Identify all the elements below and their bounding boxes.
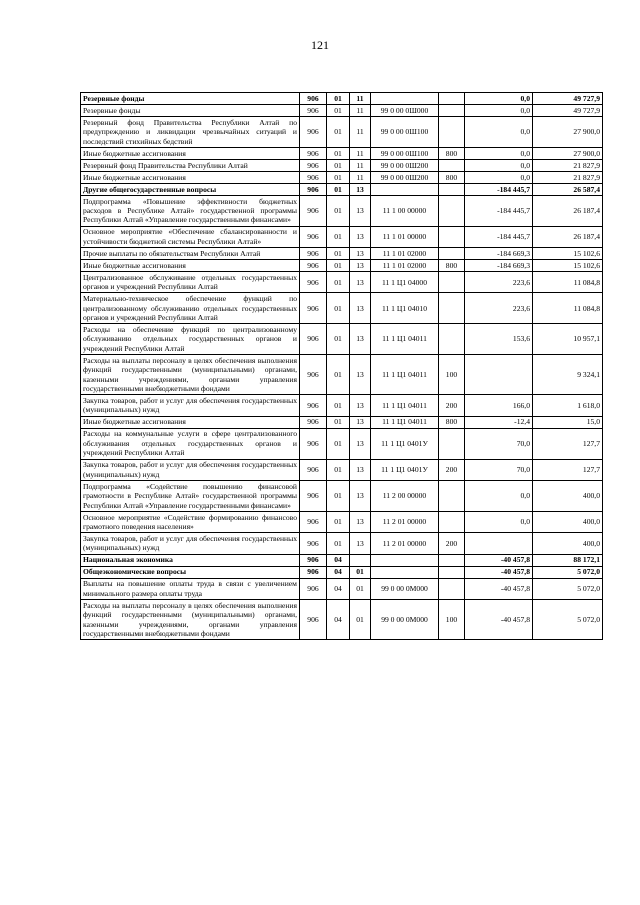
row-subsection-cell: 13 bbox=[350, 248, 371, 260]
table-row bbox=[81, 293, 603, 324]
row-expense-type-cell bbox=[439, 578, 465, 599]
row-section-cell: 04 bbox=[327, 599, 350, 639]
row-name-cell: Выплаты на повышение оплаты труда в связи с увеличением минимального размера оплаты труда bbox=[81, 578, 300, 599]
row-total-amount-cell: 11 084,8 bbox=[533, 293, 603, 324]
row-name-cell: Расходы на выплаты персоналу в целях обеспечения выполнения функций государственными (муниципальными) органами, казенными учреждениями, органами управления государственными внебюджетными фондами bbox=[81, 599, 300, 639]
row-total-amount-cell: 26 187,4 bbox=[533, 226, 603, 247]
row-grbs-cell: 906 bbox=[300, 395, 327, 416]
row-change-amount-cell: 0,0 bbox=[465, 105, 533, 117]
row-grbs-cell: 906 bbox=[300, 566, 327, 578]
row-grbs-cell: 906 bbox=[300, 459, 327, 480]
row-total-amount-cell: 21 827,9 bbox=[533, 171, 603, 183]
row-expense-type-cell: 200 bbox=[439, 533, 465, 554]
row-grbs-cell: 906 bbox=[300, 533, 327, 554]
row-expense-type-cell bbox=[439, 511, 465, 532]
row-total-amount-cell: 15 102,6 bbox=[533, 260, 603, 272]
row-change-amount-cell: -184 669,3 bbox=[465, 248, 533, 260]
row-grbs-cell: 906 bbox=[300, 260, 327, 272]
table-row bbox=[81, 183, 603, 195]
row-section-cell: 01 bbox=[327, 147, 350, 159]
row-grbs-cell: 906 bbox=[300, 226, 327, 247]
row-change-amount-cell: 70,0 bbox=[465, 459, 533, 480]
row-expense-type-cell: 800 bbox=[439, 147, 465, 159]
row-total-amount-cell: 15 102,6 bbox=[533, 248, 603, 260]
row-change-amount-cell: -184 445,7 bbox=[465, 195, 533, 226]
row-grbs-cell: 906 bbox=[300, 293, 327, 324]
row-change-amount-cell: -184 445,7 bbox=[465, 183, 533, 195]
row-subsection-cell: 13 bbox=[350, 195, 371, 226]
row-name-cell: Иные бюджетные ассигнования bbox=[81, 171, 300, 183]
row-change-amount-cell bbox=[465, 355, 533, 395]
row-target-article-cell: 99 0 00 0М000 bbox=[371, 578, 439, 599]
row-grbs-cell: 906 bbox=[300, 511, 327, 532]
table-row bbox=[81, 105, 603, 117]
table-row bbox=[81, 395, 603, 416]
row-name-cell: Подпрограмма «Повышение эффективности бюджетных расходов в Республике Алтай» государственной программы Республики Алтай «Управление государственными финансами» bbox=[81, 195, 300, 226]
row-name-cell: Закупка товаров, работ и услуг для обеспечения государственных (муниципальных) нужд bbox=[81, 459, 300, 480]
row-change-amount-cell bbox=[465, 533, 533, 554]
row-expense-type-cell bbox=[439, 248, 465, 260]
row-total-amount-cell: 400,0 bbox=[533, 511, 603, 532]
table-row bbox=[81, 226, 603, 247]
row-target-article-cell: 11 1 Ц1 04011 bbox=[371, 416, 439, 428]
row-name-cell: Подпрограмма «Содействие повышению финансовой грамотности в Республике Алтай» государственной программы Республики Алтай «Управление государственными финансами» bbox=[81, 480, 300, 511]
row-section-cell: 01 bbox=[327, 159, 350, 171]
row-change-amount-cell: -40 457,8 bbox=[465, 599, 533, 639]
row-section-cell: 01 bbox=[327, 511, 350, 532]
row-section-cell: 01 bbox=[327, 195, 350, 226]
row-grbs-cell: 906 bbox=[300, 93, 327, 105]
row-name-cell: Иные бюджетные ассигнования bbox=[81, 260, 300, 272]
row-section-cell: 01 bbox=[327, 248, 350, 260]
row-section-cell: 04 bbox=[327, 554, 350, 566]
table-row bbox=[81, 159, 603, 171]
row-change-amount-cell: -184 669,3 bbox=[465, 260, 533, 272]
row-section-cell: 04 bbox=[327, 578, 350, 599]
table-row bbox=[81, 272, 603, 293]
row-subsection-cell: 01 bbox=[350, 599, 371, 639]
row-name-cell: Резервные фонды bbox=[81, 105, 300, 117]
row-expense-type-cell: 800 bbox=[439, 171, 465, 183]
row-grbs-cell: 906 bbox=[300, 248, 327, 260]
table-row bbox=[81, 578, 603, 599]
row-change-amount-cell: 0,0 bbox=[465, 117, 533, 148]
row-subsection-cell: 13 bbox=[350, 226, 371, 247]
row-change-amount-cell: 0,0 bbox=[465, 147, 533, 159]
row-expense-type-cell bbox=[439, 480, 465, 511]
row-grbs-cell: 906 bbox=[300, 599, 327, 639]
row-name-cell: Иные бюджетные ассигнования bbox=[81, 416, 300, 428]
row-grbs-cell: 906 bbox=[300, 159, 327, 171]
row-subsection-cell: 01 bbox=[350, 566, 371, 578]
row-expense-type-cell: 800 bbox=[439, 260, 465, 272]
row-target-article-cell: 11 1 Ц1 04011 bbox=[371, 324, 439, 355]
row-name-cell: Резервные фонды bbox=[81, 93, 300, 105]
row-target-article-cell bbox=[371, 554, 439, 566]
row-expense-type-cell bbox=[439, 226, 465, 247]
row-expense-type-cell bbox=[439, 272, 465, 293]
row-subsection-cell: 11 bbox=[350, 147, 371, 159]
row-name-cell: Резервный фонд Правительства Республики Алтай bbox=[81, 159, 300, 171]
row-change-amount-cell: 0,0 bbox=[465, 171, 533, 183]
row-target-article-cell: 99 0 00 0Ш100 bbox=[371, 117, 439, 148]
row-change-amount-cell: 0,0 bbox=[465, 93, 533, 105]
row-target-article-cell: 99 0 00 0Ш100 bbox=[371, 147, 439, 159]
row-target-article-cell: 99 0 00 0Ш000 bbox=[371, 105, 439, 117]
row-target-article-cell: 11 1 01 00000 bbox=[371, 226, 439, 247]
row-total-amount-cell: 10 957,1 bbox=[533, 324, 603, 355]
row-target-article-cell: 11 1 Ц1 04011 bbox=[371, 395, 439, 416]
row-total-amount-cell: 400,0 bbox=[533, 533, 603, 554]
row-target-article-cell: 99 0 00 0М000 bbox=[371, 599, 439, 639]
row-total-amount-cell: 11 084,8 bbox=[533, 272, 603, 293]
row-grbs-cell: 906 bbox=[300, 272, 327, 293]
table-row bbox=[81, 195, 603, 226]
row-change-amount-cell: 166,0 bbox=[465, 395, 533, 416]
row-section-cell: 01 bbox=[327, 183, 350, 195]
row-total-amount-cell: 27 900,0 bbox=[533, 117, 603, 148]
row-target-article-cell: 11 1 Ц1 0401У bbox=[371, 428, 439, 459]
row-target-article-cell bbox=[371, 183, 439, 195]
row-expense-type-cell bbox=[439, 566, 465, 578]
table-row bbox=[81, 355, 603, 395]
table-row bbox=[81, 324, 603, 355]
table-row bbox=[81, 566, 603, 578]
row-name-cell: Прочие выплаты по обязательствам Республики Алтай bbox=[81, 248, 300, 260]
table-row bbox=[81, 533, 603, 554]
row-subsection-cell: 13 bbox=[350, 272, 371, 293]
row-change-amount-cell: 223,6 bbox=[465, 272, 533, 293]
row-subsection-cell: 11 bbox=[350, 117, 371, 148]
row-subsection-cell: 13 bbox=[350, 459, 371, 480]
row-change-amount-cell: 153,6 bbox=[465, 324, 533, 355]
row-total-amount-cell: 88 172,1 bbox=[533, 554, 603, 566]
table-row bbox=[81, 248, 603, 260]
row-total-amount-cell: 1 618,0 bbox=[533, 395, 603, 416]
table-row bbox=[81, 117, 603, 148]
row-name-cell: Резервный фонд Правительства Республики Алтай по предупреждению и ликвидации чрезвычайных ситуаций и последствий стихийных бедствий bbox=[81, 117, 300, 148]
row-expense-type-cell bbox=[439, 428, 465, 459]
row-total-amount-cell: 26 187,4 bbox=[533, 195, 603, 226]
row-name-cell: Другие общегосударственные вопросы bbox=[81, 183, 300, 195]
row-total-amount-cell: 49 727,9 bbox=[533, 93, 603, 105]
table-row bbox=[81, 599, 603, 639]
row-expense-type-cell: 200 bbox=[439, 459, 465, 480]
row-change-amount-cell: 70,0 bbox=[465, 428, 533, 459]
row-total-amount-cell: 127,7 bbox=[533, 459, 603, 480]
row-target-article-cell: 11 2 01 00000 bbox=[371, 511, 439, 532]
row-target-article-cell: 11 2 00 00000 bbox=[371, 480, 439, 511]
row-subsection-cell: 13 bbox=[350, 183, 371, 195]
row-name-cell: Закупка товаров, работ и услуг для обеспечения государственных (муниципальных) нужд bbox=[81, 395, 300, 416]
row-total-amount-cell: 5 072,0 bbox=[533, 566, 603, 578]
row-subsection-cell: 13 bbox=[350, 511, 371, 532]
row-change-amount-cell: 0,0 bbox=[465, 480, 533, 511]
row-section-cell: 01 bbox=[327, 416, 350, 428]
row-total-amount-cell: 26 587,4 bbox=[533, 183, 603, 195]
budget-table bbox=[80, 92, 603, 640]
row-name-cell: Общеэкономические вопросы bbox=[81, 566, 300, 578]
row-name-cell: Расходы на коммунальные услуги в сфере централизованного обслуживания отдельных государственных органов и учреждений Республики Алтай bbox=[81, 428, 300, 459]
row-target-article-cell bbox=[371, 566, 439, 578]
row-subsection-cell: 11 bbox=[350, 105, 371, 117]
row-section-cell: 01 bbox=[327, 93, 350, 105]
row-subsection-cell bbox=[350, 554, 371, 566]
row-name-cell: Национальная экономика bbox=[81, 554, 300, 566]
row-target-article-cell bbox=[371, 93, 439, 105]
row-section-cell: 01 bbox=[327, 293, 350, 324]
table-row bbox=[81, 554, 603, 566]
row-name-cell: Основное мероприятие «Обеспечение сбалансированности и устойчивости бюджетной системы Республики Алтай» bbox=[81, 226, 300, 247]
row-grbs-cell: 906 bbox=[300, 480, 327, 511]
row-section-cell: 04 bbox=[327, 566, 350, 578]
row-subsection-cell: 13 bbox=[350, 324, 371, 355]
row-name-cell: Иные бюджетные ассигнования bbox=[81, 147, 300, 159]
row-grbs-cell: 906 bbox=[300, 117, 327, 148]
row-total-amount-cell: 49 727,9 bbox=[533, 105, 603, 117]
row-target-article-cell: 11 1 01 02000 bbox=[371, 260, 439, 272]
row-expense-type-cell bbox=[439, 554, 465, 566]
row-grbs-cell: 906 bbox=[300, 554, 327, 566]
row-name-cell: Централизованное обслуживание отдельных государственных органов и учреждений Республики Алтай bbox=[81, 272, 300, 293]
row-section-cell: 01 bbox=[327, 459, 350, 480]
row-subsection-cell: 13 bbox=[350, 416, 371, 428]
row-change-amount-cell: 0,0 bbox=[465, 511, 533, 532]
row-grbs-cell: 906 bbox=[300, 355, 327, 395]
row-target-article-cell: 99 0 00 0Ш200 bbox=[371, 171, 439, 183]
row-expense-type-cell bbox=[439, 93, 465, 105]
row-grbs-cell: 906 bbox=[300, 324, 327, 355]
row-target-article-cell: 11 1 Ц1 04010 bbox=[371, 293, 439, 324]
table-row bbox=[81, 416, 603, 428]
row-target-article-cell: 11 1 Ц1 04011 bbox=[371, 355, 439, 395]
table-row bbox=[81, 480, 603, 511]
row-grbs-cell: 906 bbox=[300, 183, 327, 195]
row-grbs-cell: 906 bbox=[300, 428, 327, 459]
row-change-amount-cell: -184 445,7 bbox=[465, 226, 533, 247]
row-total-amount-cell: 5 072,0 bbox=[533, 578, 603, 599]
row-section-cell: 01 bbox=[327, 117, 350, 148]
row-subsection-cell: 11 bbox=[350, 93, 371, 105]
row-section-cell: 01 bbox=[327, 395, 350, 416]
row-total-amount-cell: 400,0 bbox=[533, 480, 603, 511]
row-grbs-cell: 906 bbox=[300, 147, 327, 159]
row-expense-type-cell: 800 bbox=[439, 416, 465, 428]
row-section-cell: 01 bbox=[327, 533, 350, 554]
row-name-cell: Закупка товаров, работ и услуг для обеспечения государственных (муниципальных) нужд bbox=[81, 533, 300, 554]
row-target-article-cell: 11 1 01 02000 bbox=[371, 248, 439, 260]
row-section-cell: 01 bbox=[327, 105, 350, 117]
table-row bbox=[81, 511, 603, 532]
row-expense-type-cell bbox=[439, 195, 465, 226]
row-total-amount-cell: 9 324,1 bbox=[533, 355, 603, 395]
row-subsection-cell: 01 bbox=[350, 578, 371, 599]
row-expense-type-cell: 100 bbox=[439, 599, 465, 639]
row-change-amount-cell: -40 457,8 bbox=[465, 566, 533, 578]
row-total-amount-cell: 27 900,0 bbox=[533, 147, 603, 159]
row-change-amount-cell: -40 457,8 bbox=[465, 578, 533, 599]
row-total-amount-cell: 5 072,0 bbox=[533, 599, 603, 639]
row-name-cell: Основное мероприятие «Содействие формированию финансово грамотного поведения населения» bbox=[81, 511, 300, 532]
table-row bbox=[81, 147, 603, 159]
row-section-cell: 01 bbox=[327, 226, 350, 247]
row-section-cell: 01 bbox=[327, 428, 350, 459]
page-number: 121 bbox=[311, 38, 329, 52]
row-name-cell: Расходы на выплаты персоналу в целях обеспечения выполнения функций государственными (муниципальными) органами, казенными учреждениями, органами управления государственными внебюджетными фондами bbox=[81, 355, 300, 395]
row-expense-type-cell bbox=[439, 159, 465, 171]
table-row bbox=[81, 428, 603, 459]
row-expense-type-cell bbox=[439, 105, 465, 117]
row-subsection-cell: 13 bbox=[350, 293, 371, 324]
row-section-cell: 01 bbox=[327, 260, 350, 272]
row-target-article-cell: 99 0 00 0Ш200 bbox=[371, 159, 439, 171]
row-name-cell: Материально-техническое обеспечение функций по централизованному обслуживанию отдельных государственных органов и учреждений Республики Алтай bbox=[81, 293, 300, 324]
row-change-amount-cell: -12,4 bbox=[465, 416, 533, 428]
row-total-amount-cell: 127,7 bbox=[533, 428, 603, 459]
row-subsection-cell: 13 bbox=[350, 260, 371, 272]
row-total-amount-cell: 15,0 bbox=[533, 416, 603, 428]
row-section-cell: 01 bbox=[327, 480, 350, 511]
row-grbs-cell: 906 bbox=[300, 195, 327, 226]
row-section-cell: 01 bbox=[327, 324, 350, 355]
row-change-amount-cell: 0,0 bbox=[465, 159, 533, 171]
row-expense-type-cell bbox=[439, 293, 465, 324]
row-subsection-cell: 13 bbox=[350, 355, 371, 395]
row-expense-type-cell bbox=[439, 324, 465, 355]
row-subsection-cell: 11 bbox=[350, 171, 371, 183]
row-target-article-cell: 11 1 00 00000 bbox=[371, 195, 439, 226]
row-grbs-cell: 906 bbox=[300, 105, 327, 117]
row-target-article-cell: 11 1 Ц1 04000 bbox=[371, 272, 439, 293]
row-subsection-cell: 13 bbox=[350, 395, 371, 416]
table-row bbox=[81, 459, 603, 480]
row-name-cell: Расходы на обеспечение функций по централизованному обслуживанию отдельных государственных органов и учреждений Республики Алтай bbox=[81, 324, 300, 355]
row-grbs-cell: 906 bbox=[300, 416, 327, 428]
row-expense-type-cell: 100 bbox=[439, 355, 465, 395]
row-change-amount-cell: 223,6 bbox=[465, 293, 533, 324]
row-grbs-cell: 906 bbox=[300, 578, 327, 599]
table-row bbox=[81, 93, 603, 105]
row-grbs-cell: 906 bbox=[300, 171, 327, 183]
table-row bbox=[81, 260, 603, 272]
row-expense-type-cell bbox=[439, 117, 465, 148]
row-section-cell: 01 bbox=[327, 355, 350, 395]
row-total-amount-cell: 21 827,9 bbox=[533, 159, 603, 171]
row-change-amount-cell: -40 457,8 bbox=[465, 554, 533, 566]
row-section-cell: 01 bbox=[327, 171, 350, 183]
row-subsection-cell: 13 bbox=[350, 480, 371, 511]
table-row bbox=[81, 171, 603, 183]
row-expense-type-cell: 200 bbox=[439, 395, 465, 416]
row-target-article-cell: 11 1 Ц1 0401У bbox=[371, 459, 439, 480]
row-subsection-cell: 13 bbox=[350, 533, 371, 554]
row-target-article-cell: 11 2 01 00000 bbox=[371, 533, 439, 554]
budget-table-body bbox=[81, 93, 603, 640]
row-subsection-cell: 13 bbox=[350, 428, 371, 459]
row-section-cell: 01 bbox=[327, 272, 350, 293]
row-subsection-cell: 11 bbox=[350, 159, 371, 171]
row-expense-type-cell bbox=[439, 183, 465, 195]
